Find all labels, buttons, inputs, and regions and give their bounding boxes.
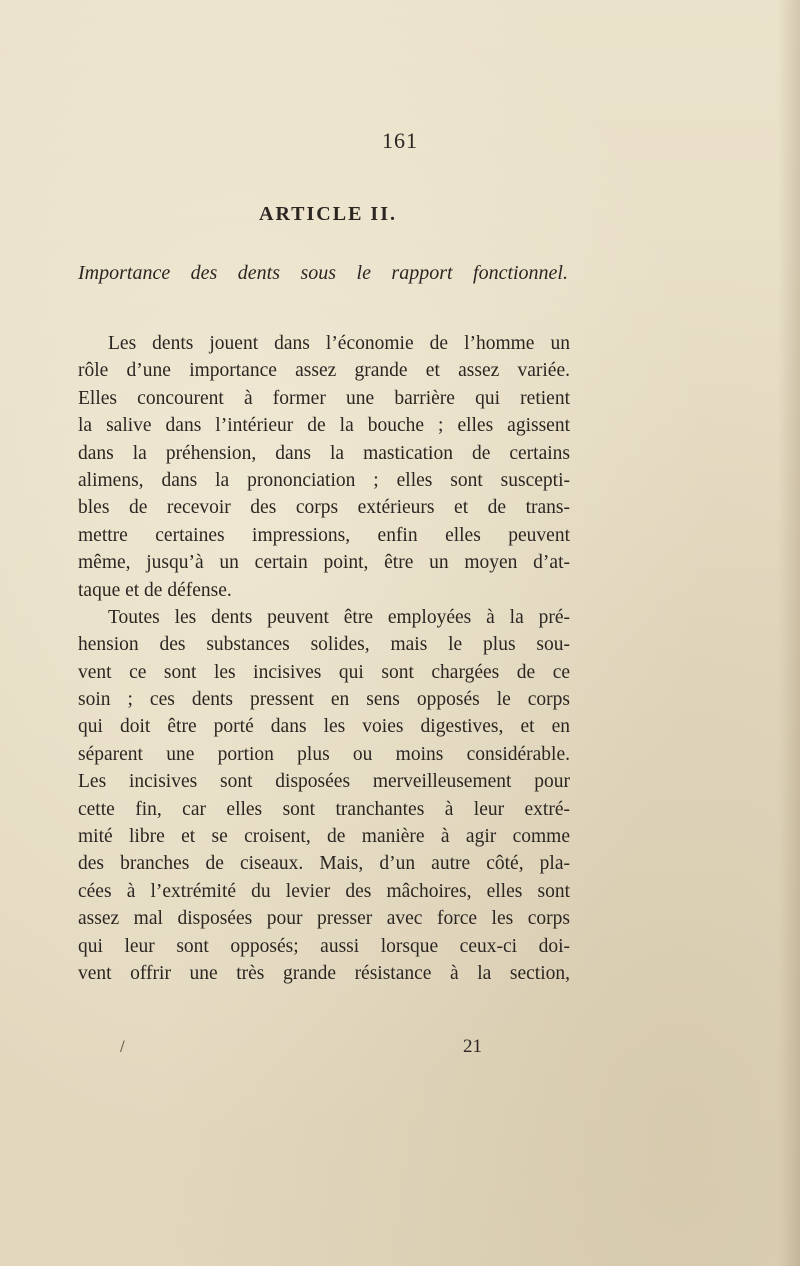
text-line: bles de recevoir des corps extérieurs et de trans- <box>78 497 570 519</box>
text-line: Elles concourent à former une barrière qui retient <box>78 387 570 409</box>
stray-mark: / <box>120 1039 125 1055</box>
text-line: alimens, dans la prononciation ; elles sont suscepti- <box>78 469 570 491</box>
text-line: même, jusqu’à un certain point, être un moyen d’at- <box>78 552 570 574</box>
text-line: taque et de défense. <box>78 579 232 601</box>
text-line: cette fin, car elles sont tranchantes à leur extré- <box>78 798 570 820</box>
text-line: vent offrir une très grande résistance à la section, <box>78 962 570 984</box>
body-text <box>78 330 570 987</box>
text-line: soin ; ces dents pressent en sens opposés le corps <box>78 689 570 711</box>
text-line: des branches de ciseaux. Mais, d’un autre côté, pla- <box>78 853 570 875</box>
text-line: Les incisives sont disposées merveilleusement pour <box>78 771 570 793</box>
article-subtitle: Importance des dents sous le rapport fonctionnel. <box>78 262 568 284</box>
text-line: assez mal disposées pour presser avec force les corps <box>78 908 570 930</box>
text-line: hension des substances solides, mais le plus sou- <box>78 634 570 656</box>
text-line: la salive dans l’intérieur de la bouche ; elles agissent <box>78 415 570 437</box>
text-line: cées à l’extrémité du levier des mâchoires, elles sont <box>78 880 570 902</box>
text-line: rôle d’une importance assez grande et assez variée. <box>78 360 570 382</box>
text-line: séparent une portion plus ou moins considérable. <box>78 743 570 765</box>
text-line: Les dents jouent dans l’économie de l’homme un <box>108 333 570 354</box>
page-edge-shadow <box>778 0 800 1266</box>
signature-mark: 21 <box>463 1036 482 1057</box>
text-line: mettre certaines impressions, enfin elles peuvent <box>78 524 570 546</box>
text-line: qui doit être porté dans les voies digestives, et en <box>78 716 570 738</box>
text-line: mité libre et se croisent, de manière à agir comme <box>78 826 570 848</box>
text-line: vent ce sont les incisives qui sont chargées de ce <box>78 661 570 683</box>
article-heading: ARTICLE II. <box>259 203 397 225</box>
text-line: dans la préhension, dans la mastication de certains <box>78 442 570 464</box>
text-line: qui leur sont opposés; aussi lorsque ceux-ci doi- <box>78 935 570 957</box>
page-number: 161 <box>382 128 418 153</box>
text-line: Toutes les dents peuvent être employées à la pré- <box>108 606 570 628</box>
